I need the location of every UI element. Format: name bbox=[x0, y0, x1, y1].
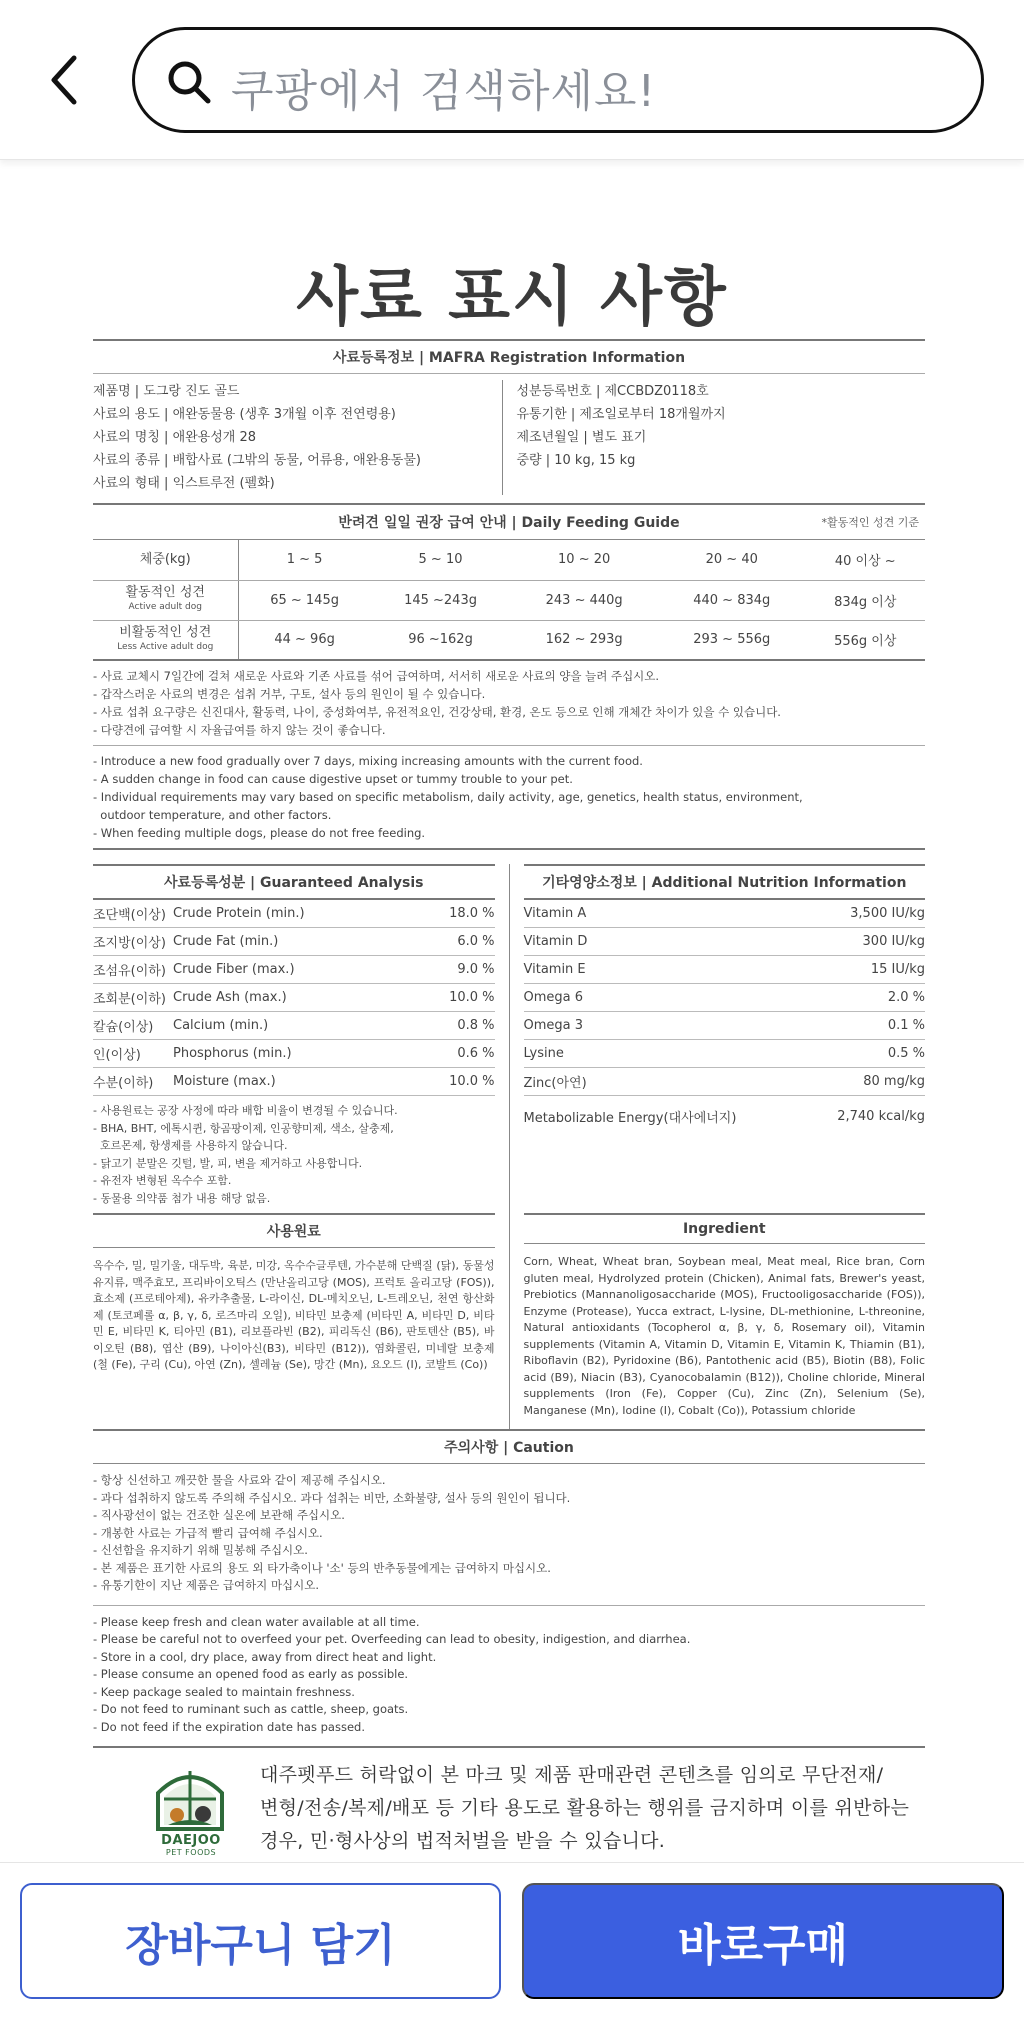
label-title: 사료 표시 사항 bbox=[296, 261, 728, 335]
additional-row bbox=[524, 956, 926, 984]
feeding-column-header: 40 이상 ~ bbox=[806, 540, 925, 580]
additional-name: Vitamin E bbox=[523, 962, 586, 977]
note-line: - When feeding multiple dogs, please do not free feeding. bbox=[93, 826, 426, 840]
brand-notice-line: 대주펫푸드 허락없이 본 마크 및 제품 판매관련 콘텐츠를 임의로 무단전재/ bbox=[260, 1764, 884, 1786]
caution-line: - 과다 섭취하지 않도록 주의해 주십시오. 과다 섭취는 비만, 소화불량, 설사 등의 원인이 됩니다. bbox=[93, 1490, 571, 1505]
additional-name: Vitamin D bbox=[523, 934, 588, 949]
additional-value: 2.0 % bbox=[887, 990, 925, 1005]
ingredients-en-text: Corn, Wheat, Wheat bran, Soybean meal, Meat meal, Rice bran, Corn gluten meal, Hydrolyzed protein (Chicken), Animal fats, Brewer's yeast, Prebiotics (Mannanoligosaccharide (MOS), Fructooligosaccharide (FOS)), Enzyme (Protease), Yucca extract, L-lysine, DL-methionine, L-threonine, Natural antioxidants (Tocopherol α, β, γ, δ, Rosemary oil), Vitamin supplements (Vitamin A, Vitamin D, Vitamin E, Vitamin K, Thiamin (B1), Riboflavin (B2), Pyridoxine (B6), Pantothenic acid (B5), Biotin (B8), Folic acid (B9), Niacin (B3), Cyanocobalamin (B12)), Choline chloride, Mineral supplements (Iron (Fe), Copper (Cu), Zinc (Zn), Selenium (Se), Manganese (Mn), Iodine (I), Cobalt (Co)), Potassium chloride bbox=[523, 1255, 925, 1417]
registration-line: 중량 | 10 kg, 15 kg bbox=[516, 453, 636, 468]
analysis-row bbox=[93, 900, 495, 928]
analysis-row bbox=[93, 1068, 495, 1096]
feeding-value: 145 ~243g bbox=[371, 580, 511, 620]
registration-line: 사료의 형태 | 익스트루전 (펠화) bbox=[93, 476, 275, 491]
caution-en bbox=[93, 1606, 925, 1749]
energy-name: Metabolizable Energy(대사에너지) bbox=[523, 1110, 737, 1126]
analysis-name: Crude Fiber (max.) bbox=[173, 962, 295, 977]
analysis-name: Calcium (min.) bbox=[173, 1018, 269, 1033]
analysis-row bbox=[93, 984, 495, 1012]
feeding-row-label-en: Active adult dog bbox=[128, 602, 202, 612]
brand-notice-text bbox=[260, 1759, 909, 1858]
feeding-column-header: 20 ~ 40 bbox=[658, 540, 806, 580]
brand-notice bbox=[150, 1759, 910, 1859]
feeding-row-label bbox=[93, 620, 238, 660]
analysis-value: 9.0 % bbox=[457, 962, 495, 977]
analysis-row bbox=[93, 1012, 495, 1040]
feeding-notes-ko bbox=[93, 661, 925, 746]
additional-name: Zinc(아연) bbox=[523, 1076, 587, 1091]
feeding-column-header: 체중(kg) bbox=[93, 540, 238, 580]
analysis-row bbox=[93, 928, 495, 956]
registration-line: 유통기한 | 제조일로부터 18개월까지 bbox=[516, 407, 726, 422]
analysis-ko: 조섬유(이하) bbox=[93, 964, 166, 979]
search-icon bbox=[165, 58, 213, 106]
analysis-name: Crude Fat (min.) bbox=[173, 934, 279, 949]
additional-row bbox=[524, 900, 926, 928]
analysis-note-line: 호르몬제, 항생제를 사용하지 않습니다. bbox=[93, 1139, 288, 1152]
ingredients-ko-text: 옥수수, 밀, 밀기울, 대두박, 육분, 미강, 옥수수글루텐, 가수분해 단백질 (닭), 동물성 유지류, 맥주효모, 프리바이오틱스 (만난올리고당 (MOS), 프럭토 올리고당 (FOS)), 효소제 (프로테아제), 유카추출물, L-라이신, DL-메치오닌, L-트레오닌, 천연 항산화제 (토코페롤 α, β, γ, δ, 로즈마리 오일), 비타민 보충제 (비타민 A, 비타민 D, 비타민 E, 비타민 K, 티아민 (B1), 리보플라빈 (B2), 피리독신 (B6), 판토텐산 (B5), 바이오틴 (B8), 엽산 (B9), 나이아신(B3), 비타민 (B12)), 염화콜린, 미네랄 보충제 (철 (Fe), 구리 (Cu), 아연 (Zn), 셀레늄 (Se), 망간 (Mn), 요오드 (I), 코발트 (Co)) bbox=[93, 1259, 495, 1371]
back-arrow-icon[interactable] bbox=[46, 50, 86, 110]
additional-row bbox=[524, 1012, 926, 1040]
additional-row bbox=[524, 1040, 926, 1068]
analysis-ko: 조지방(이상) bbox=[93, 936, 166, 951]
registration-line: 제조년월일 | 별도 표기 bbox=[516, 430, 647, 445]
energy-value: 2,740 kcal/kg bbox=[837, 1108, 925, 1124]
additional-row bbox=[524, 1068, 926, 1096]
feeding-row-label bbox=[93, 580, 238, 620]
registration-line: 성분등록번호 | 제CCBDZ0118호 bbox=[516, 384, 709, 399]
feeding-column-header: 10 ~ 20 bbox=[510, 540, 658, 580]
feeding-row bbox=[93, 620, 925, 660]
additional-name: Omega 6 bbox=[523, 990, 584, 1005]
brand-notice-line: 경우, 민·형사상의 법적처벌을 받을 수 있습니다. bbox=[260, 1830, 666, 1852]
additional-name: Vitamin A bbox=[523, 906, 587, 921]
feeding-notes-en bbox=[93, 746, 925, 850]
feeding-value: 243 ~ 440g bbox=[510, 580, 658, 620]
analysis-note-line: - 유전자 변형된 옥수수 포함. bbox=[93, 1174, 232, 1187]
caution-line: - Store in a cool, dry place, away from direct heat and light. bbox=[93, 1649, 437, 1664]
feeding-guide-title: 반려견 일일 권장 급여 안내 | Daily Feeding Guide bbox=[338, 515, 680, 531]
caution-line: - 신선함을 유지하기 위해 밀봉해 주십시오. bbox=[93, 1543, 308, 1557]
analysis-name: Phosphorus (min.) bbox=[173, 1046, 292, 1061]
note-line: - Individual requirements may vary based on specific metabolism, daily activity, age, genetics, health status, environment, bbox=[93, 790, 803, 804]
feeding-value: 44 ~ 96g bbox=[238, 620, 371, 660]
feeding-value: 834g 이상 bbox=[806, 580, 925, 620]
ingredients-en bbox=[510, 1213, 926, 1429]
analysis-note-line: - 사용원료는 공장 사정에 따라 배합 비율이 변경될 수 있습니다. bbox=[93, 1104, 398, 1117]
analysis-ko: 인(이상) bbox=[93, 1048, 141, 1063]
feeding-value: 440 ~ 834g bbox=[658, 580, 806, 620]
caution-header: 주의사항 | Caution bbox=[93, 1429, 925, 1464]
registration-right bbox=[503, 380, 926, 495]
registration-info bbox=[93, 374, 925, 505]
registration-line: 사료의 종류 | 배합사료 (그밖의 동물, 어류용, 애완용동물) bbox=[93, 453, 421, 468]
product-detail-image bbox=[0, 161, 1024, 1861]
feeding-value: 162 ~ 293g bbox=[510, 620, 658, 660]
feeding-row-label-ko: 비활동적인 성견 bbox=[119, 624, 212, 640]
caution-line: - 본 제품은 표기한 사료의 용도 외 타가축이나 '소' 등의 반추동물에게는 급여하지 마십시오. bbox=[93, 1560, 551, 1575]
feeding-guide-table bbox=[93, 540, 925, 661]
registration-line: 제품명 | 도그랑 진도 골드 bbox=[93, 384, 240, 399]
analysis-name: Crude Protein (min.) bbox=[173, 906, 305, 921]
registration-header: 사료등록정보 | MAFRA Registration Information bbox=[332, 350, 686, 366]
caution-line: - 항상 신선하고 깨끗한 물을 사료와 같이 제공해 주십시오. bbox=[93, 1473, 386, 1487]
guaranteed-analysis bbox=[93, 864, 510, 1213]
analysis-value: 0.8 % bbox=[457, 1018, 495, 1033]
analysis-note-line: - 닭고기 분말은 깃털, 발, 피, 변을 제거하고 사용합니다. bbox=[93, 1156, 363, 1170]
caution-line: - 직사광선이 없는 건조한 실온에 보관해 주십시오. bbox=[93, 1508, 345, 1522]
analysis-value: 6.0 % bbox=[457, 934, 495, 949]
label-sheet bbox=[93, 339, 925, 1748]
energy-row bbox=[524, 1102, 926, 1130]
analysis-value: 10.0 % bbox=[449, 990, 495, 1005]
logo-text: DAEJOO bbox=[161, 1833, 221, 1848]
feeding-guide-header bbox=[93, 505, 925, 540]
feeding-row-label-en: Less Active adult dog bbox=[117, 641, 214, 652]
analysis-name: Moisture (max.) bbox=[173, 1074, 276, 1089]
analysis-value: 10.0 % bbox=[449, 1074, 495, 1089]
feeding-row bbox=[93, 580, 925, 620]
analysis-name: Crude Ash (max.) bbox=[173, 990, 287, 1005]
brand-notice-line: 변형/전송/복제/배포 등 기타 용도로 활용하는 행위를 금지하며 이를 위반하는 bbox=[260, 1797, 910, 1819]
additional-row bbox=[524, 928, 926, 956]
feeding-guide-note: *활동적인 성견 기준 bbox=[821, 516, 919, 529]
caution-line: - Please keep fresh and clean water available at all time. bbox=[93, 1614, 420, 1629]
note-line: - A sudden change in food can cause digestive upset or tummy trouble to your pet. bbox=[93, 772, 573, 786]
additional-value: 300 IU/kg bbox=[862, 934, 925, 949]
feeding-value: 96 ~162g bbox=[371, 620, 511, 660]
registration-left bbox=[93, 380, 503, 495]
add-to-cart-button[interactable]: 장바구니 담기 bbox=[20, 1883, 501, 1999]
nutrition-section bbox=[93, 864, 925, 1213]
analysis-ko: 조단백(이상) bbox=[93, 908, 166, 923]
analysis-value: 18.0 % bbox=[449, 906, 495, 921]
search-bar[interactable] bbox=[132, 27, 984, 133]
feeding-column-header: 5 ~ 10 bbox=[371, 540, 511, 580]
caution-ko bbox=[93, 1464, 925, 1606]
additional-row bbox=[524, 984, 926, 1012]
note-line: outdoor temperature, and other factors. bbox=[93, 808, 332, 822]
note-line: - Introduce a new food gradually over 7 days, mixing increasing amounts with the current food. bbox=[93, 754, 643, 768]
note-line: - 갑작스러운 사료의 변경은 섭취 거부, 구토, 설사 등의 원인이 될 수 있습니다. bbox=[93, 687, 486, 701]
additional-nutrition bbox=[510, 864, 926, 1213]
search-placeholder: 쿠팡에서 검색하세요! bbox=[231, 66, 657, 117]
caution-line: - Keep package sealed to maintain freshness. bbox=[93, 1684, 355, 1699]
feeding-value: 65 ~ 145g bbox=[238, 580, 371, 620]
logo-subtext: PET FOODS bbox=[165, 1848, 217, 1857]
guaranteed-analysis-header: 사료등록성분 | Guaranteed Analysis bbox=[93, 864, 495, 900]
analysis-notes bbox=[93, 1096, 495, 1213]
additional-value: 15 IU/kg bbox=[870, 962, 925, 977]
caution-line: - Do not feed to ruminant such as cattle, sheep, goats. bbox=[93, 1702, 409, 1716]
bottom-action-bar bbox=[0, 1862, 1024, 2019]
additional-value: 80 mg/kg bbox=[863, 1074, 925, 1089]
caution-line: - 유통기한이 지난 제품은 급여하지 마십시오. bbox=[93, 1578, 320, 1592]
registration-line: 사료의 용도 | 애완동물용 (생후 3개월 이후 전연령용) bbox=[93, 407, 396, 422]
analysis-ko: 칼슘(이상) bbox=[93, 1020, 154, 1035]
analysis-row bbox=[93, 1040, 495, 1068]
analysis-ko: 수분(이하) bbox=[93, 1076, 154, 1091]
note-line: - 다량견에 급여할 시 자율급여를 하지 않는 것이 좋습니다. bbox=[93, 723, 386, 737]
feeding-value: 556g 이상 bbox=[806, 620, 925, 660]
additional-value: 0.5 % bbox=[887, 1046, 925, 1061]
caution-line: - 개봉한 사료는 가급적 빨리 급여해 주십시오. bbox=[93, 1525, 323, 1540]
registration-line: 사료의 명칭 | 애완용성개 28 bbox=[93, 430, 257, 445]
note-line: - 사료 교체시 7일간에 걸쳐 새로운 사료와 기존 사료를 섞어 급여하며, 서서히 새로운 사료의 양을 늘려 주십시오. bbox=[93, 669, 660, 683]
caution-line: - Do not feed if the expiration date has passed. bbox=[93, 1719, 365, 1734]
top-bar bbox=[0, 0, 1024, 160]
additional-value: 3,500 IU/kg bbox=[850, 906, 925, 921]
caution-line: - Please be careful not to overfeed your pet. Overfeeding can lead to obesity, indigestion, and diarrhea. bbox=[93, 1632, 691, 1646]
additional-value: 0.1 % bbox=[887, 1018, 925, 1033]
feeding-row-label-ko: 활동적인 성견 bbox=[125, 585, 205, 600]
analysis-row bbox=[93, 956, 495, 984]
ingredients-ko bbox=[93, 1213, 510, 1429]
feeding-value: 293 ~ 556g bbox=[658, 620, 806, 660]
additional-name: Omega 3 bbox=[523, 1018, 584, 1033]
caution-line: - Please consume an opened food as early as possible. bbox=[93, 1667, 409, 1681]
note-line: - 사료 섭취 요구량은 신진대사, 활동력, 나이, 중성화여부, 유전적요인, 건강상태, 환경, 온도 등으로 인해 개체간 차이가 있을 수 있습니다. bbox=[93, 705, 781, 719]
ingredients-section bbox=[93, 1213, 925, 1429]
analysis-value: 0.6 % bbox=[457, 1046, 495, 1061]
buy-now-button[interactable]: 바로구매 bbox=[522, 1883, 1004, 1999]
ingredients-ko-header: 사용원료 bbox=[93, 1213, 495, 1248]
feeding-column-header: 1 ~ 5 bbox=[238, 540, 371, 580]
analysis-ko: 조회분(이하) bbox=[93, 992, 166, 1007]
analysis-note-line: - BHA, BHT, 에톡시퀸, 항곰팡이제, 인공향미제, 색소, 살충제, bbox=[93, 1121, 394, 1135]
analysis-note-line: - 동물용 의약품 첨가 내용 해당 없음. bbox=[93, 1191, 271, 1205]
additional-nutrition-header: 기타영양소정보 | Additional Nutrition Information bbox=[524, 864, 926, 900]
ingredients-en-header: Ingredient bbox=[524, 1213, 926, 1244]
additional-name: Lysine bbox=[523, 1046, 564, 1061]
